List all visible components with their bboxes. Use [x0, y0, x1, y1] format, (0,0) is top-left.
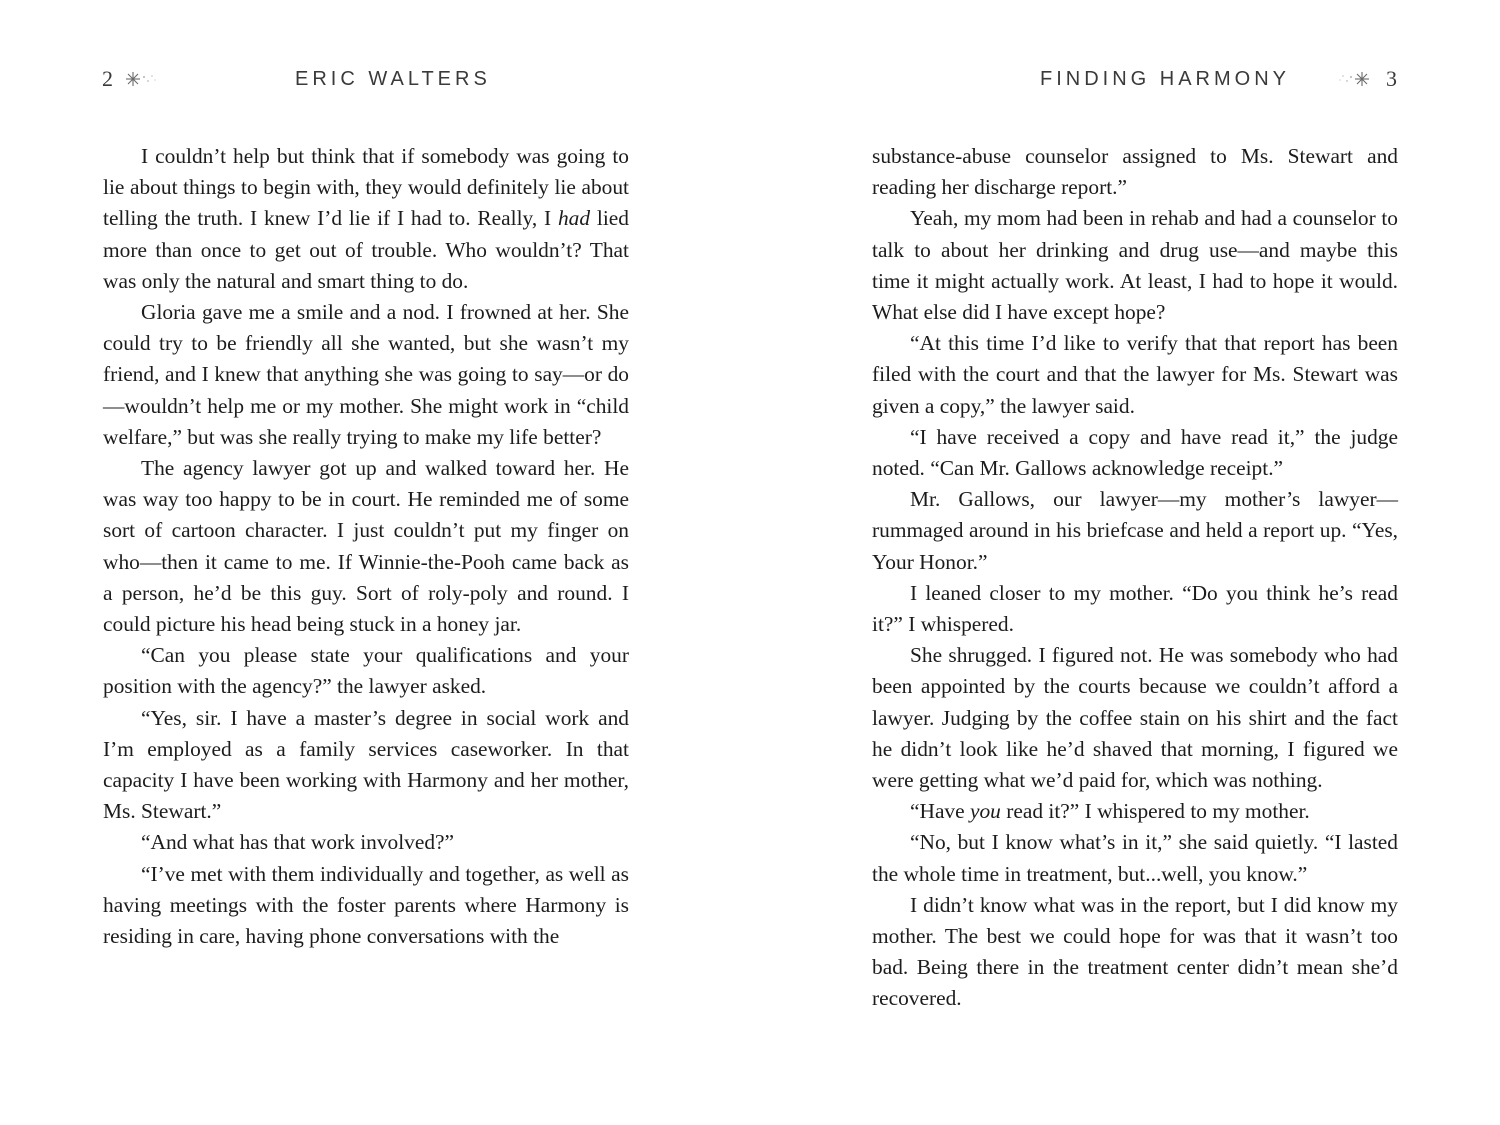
paragraph-text: I couldn’t help but think that if somebody was going to lie about things to begin with, they would definitely lie about telling the truth. I knew I’d lie if I had to. Really, I	[103, 144, 629, 231]
paragraph	[872, 890, 1398, 1015]
paragraph-text: “I’ve met with them individually and together, as well as having meetings with the foster parents where Harmony is residing in care, having phone conversations with the	[103, 861, 629, 949]
paragraph	[872, 578, 1398, 640]
paragraph	[103, 640, 629, 702]
paragraph	[103, 453, 629, 640]
paragraph	[872, 796, 1398, 827]
paragraph-text: read it?” I whispered to my mother.	[1000, 799, 1310, 824]
paragraph-text: “Have	[910, 799, 970, 824]
page-number: 3	[1386, 66, 1398, 91]
paragraph-text: substance-abuse counselor assigned to Ms. Stewart and reading her discharge report.”	[872, 144, 1398, 200]
paragraph-text: “At this time I’d like to verify that that report has been filed with the court and that the lawyer for Ms. Stewart was given a copy,” the lawyer said.	[872, 331, 1398, 418]
paragraph	[872, 484, 1398, 578]
paragraph-text: “I have received a copy and have read it,” the judge noted. “Can Mr. Gallows acknowledge receipt.”	[872, 424, 1398, 481]
star-sparkle-icon	[124, 70, 158, 88]
emphasis-text: had	[557, 206, 591, 231]
paragraph-text: Gloria gave me a smile and a nod. I frowned at her. She could try to be friendly all she wanted, but she wasn’t my friend, and I knew that anything she was going to say—or do—wouldn’t help me or my mother. She might work in “child welfare,” but was she really trying to make my life better?	[103, 300, 629, 449]
running-header-title: FINDING HARMONY	[1040, 68, 1290, 90]
paragraph	[872, 328, 1398, 422]
paragraph-text: The agency lawyer got up and walked toward her. He was way too happy to be in court. He reminded me of some sort of cartoon character. I just couldn’t put my finger on who—then it came to me. If Winnie-the-Pooh came back as a person, he’d be this guy. Sort of roly-poly and round. I could picture his head being stuck in a honey jar.	[103, 456, 629, 637]
body-text	[103, 141, 629, 952]
paragraph	[872, 640, 1398, 796]
right-page	[750, 0, 1500, 1125]
paragraph	[872, 422, 1398, 484]
paragraph	[103, 141, 629, 297]
paragraph	[103, 703, 629, 828]
paragraph	[103, 859, 629, 953]
paragraph-text: “No, but I know what’s in it,” she said quietly. “I lasted the whole time in treatment, but...well, you know.”	[872, 830, 1398, 886]
paragraph-text: “And what has that work involved?”	[141, 830, 455, 855]
paragraph-text: lied more than once to get out of trouble. Who wouldn’t? That was only the natural and smart thing to do.	[103, 206, 629, 293]
paragraph	[103, 297, 629, 453]
paragraph-text: I didn’t know what was in the report, but I did know my mother. The best we could hope for was that it wasn’t too bad. Being there in the treatment center didn’t mean she’d recovered.	[872, 892, 1398, 1011]
paragraph	[103, 827, 629, 858]
running-header-author: ERIC WALTERS	[295, 68, 491, 90]
star-sparkle-icon	[1337, 70, 1371, 88]
paragraph-text: Mr. Gallows, our lawyer—my mother’s lawyer—rummaged around in his briefcase and held a report up. “Yes, Your Honor.”	[872, 487, 1398, 574]
paragraph-text: “Yes, sir. I have a master’s degree in social work and I’m employed as a family services caseworker. In that capacity I have been working with Harmony and her mother, Ms. Stewart.”	[103, 705, 629, 824]
emphasis-text: you	[969, 799, 1001, 824]
paragraph	[872, 141, 1398, 203]
page-number: 2	[102, 66, 114, 91]
paragraph-text: Yeah, my mom had been in rehab and had a counselor to talk to about her drinking and drug use—and maybe this time it might actually work. At least, I had to hope it would. What else did I have except hope?	[872, 206, 1398, 325]
paragraph	[872, 827, 1398, 889]
paragraph-text: She shrugged. I figured not. He was somebody who had been appointed by the courts because we couldn’t afford a lawyer. Judging by the coffee stain on his shirt and the fact he didn’t look like he’d shaved that morning, I figured we were getting what we’d paid for, which was nothing.	[872, 643, 1398, 793]
paragraph-text: “Can you please state your qualifications and your position with the agency?” the lawyer asked.	[103, 643, 629, 699]
paragraph	[872, 203, 1398, 328]
paragraph-text: I leaned closer to my mother. “Do you think he’s read it?” I whispered.	[872, 580, 1398, 637]
body-text	[872, 141, 1398, 1015]
